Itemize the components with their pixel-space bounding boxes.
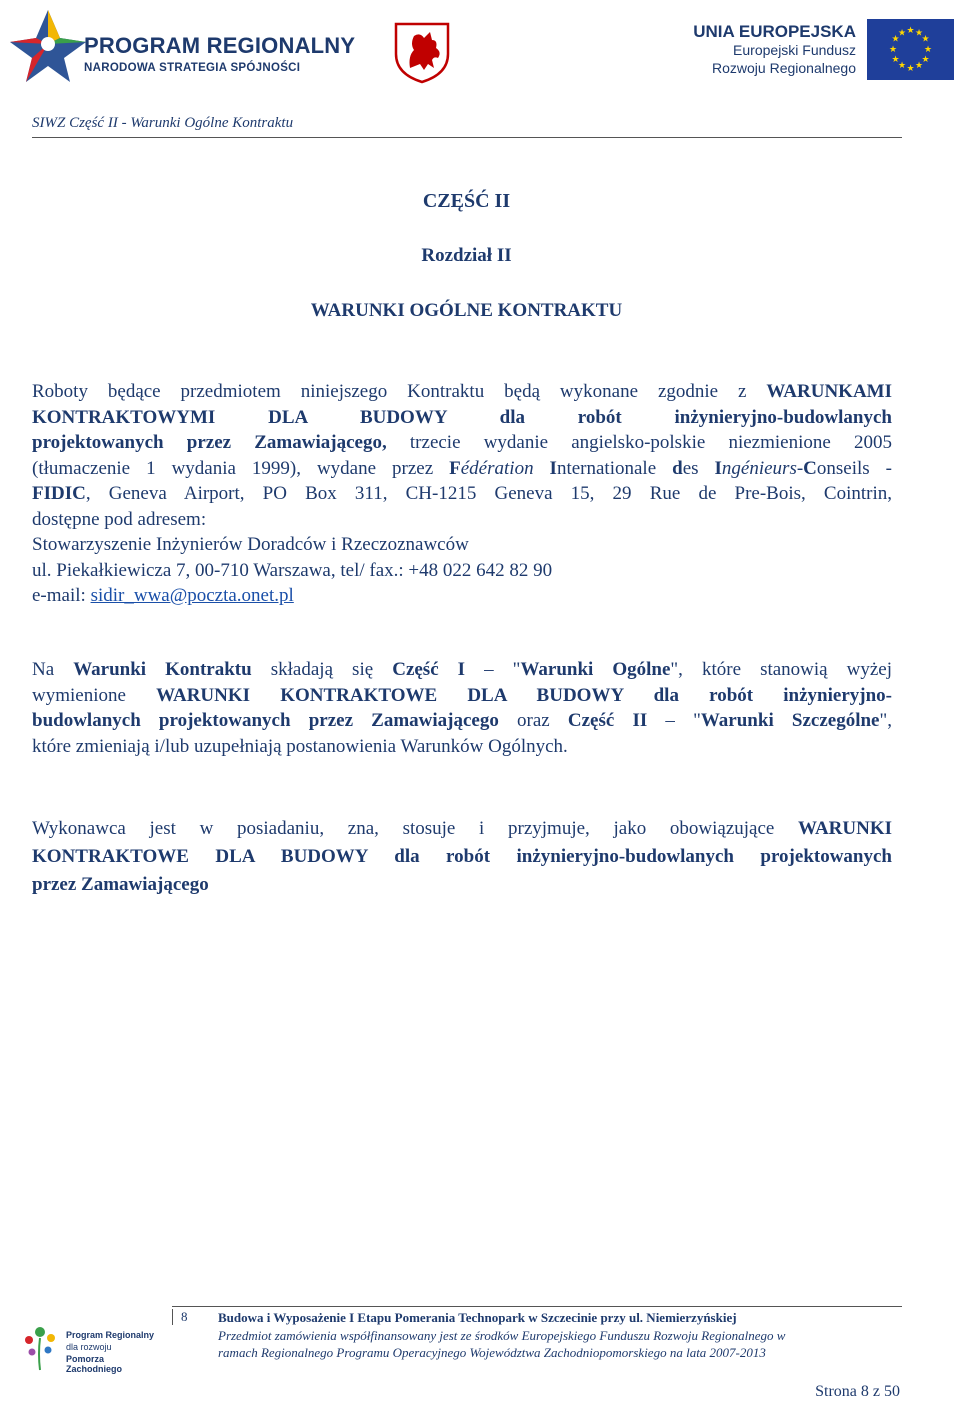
para2-line3: budowlanych projektowanych przez Zamawiającego oraz Część II – "Warunki Szczególne", [32,710,892,731]
paragraph-conditions-basis [32,379,892,609]
para1-line9: e-mail: sidir_wwa@poczta.onet.pl [32,585,294,606]
para1-line1: Roboty będące przedmiotem niniejszego Kontraktu będą wykonane zgodnie z WARUNKAMI [32,381,892,402]
svg-text:★: ★ [897,28,907,39]
svg-text:★: ★ [891,55,900,65]
svg-text:★: ★ [906,64,915,74]
para1-line8: ul. Piekałkiewicza 7, 00-710 Warszawa, tel/ fax.: +48 022 642 82 90 [32,559,553,581]
para2-line4: które zmieniają i/lub uzupełniają postanowienia Warunków Ogólnych. [32,735,568,757]
program-title: PROGRAM REGIONALNY [84,33,356,58]
para1-line7: Stowarzyszenie Inżynierów Doradców i Rzeczoznawców [32,534,469,555]
footer-page-number: 8 [172,1309,188,1325]
para1-line5: FIDIC, Geneva Airport, PO Box 311, CH-1215 Geneva 15, 29 Rue de Pre-Bois, Cointrin, [32,483,892,504]
footer-logo-line2: dla rozwoju [66,1342,112,1352]
para3-line1: Wykonawca jest w posiadaniu, zna, stosuje i przyjmuje, jako obowiązujące WARUNKI [32,818,892,839]
para1-line6: dostępne pod adresem: [32,508,207,530]
para2-line2: wymienione WARUNKI KONTRAKTOWE DLA BUDOWY dla robót inżynieryjno- [32,684,892,706]
running-header: SIWZ Część II - Warunki Ogólne Kontraktu [32,115,294,131]
footer-program-logo [18,1322,158,1372]
para1-line4: (tłumaczenie 1 wydania 1999), wydane przez Fédération Internationale des Ingénieurs-Conseils - [32,457,892,479]
paragraph-contract-parts [32,657,892,759]
para1-line3: projektowanych przez Zamawiającego, trzecie wydanie angielsko-polskie niezmienione 2005 [32,432,892,453]
program-subtitle: NARODOWA STRATEGIA SPÓJNOŚCI [84,62,301,74]
svg-text:★: ★ [914,28,924,39]
eu-flag [867,19,954,80]
part-title: CZĘŚĆ II [422,190,511,212]
footer-logo-line3: Pomorza Zachodniego [66,1354,122,1374]
eu-fund-line1: Europejski Fundusz [733,42,856,58]
email-link[interactable]: sidir_wwa@poczta.onet.pl [90,585,294,606]
svg-text:★: ★ [921,34,930,45]
header-divider [32,137,902,138]
eu-label-block [693,22,856,77]
eu-title: UNIA EUROPEJSKA [693,22,856,41]
griffin-coat-of-arms [390,20,454,84]
svg-text:★: ★ [897,61,907,71]
para1-line2: KONTRAKTOWYMI DLA BUDOWY dla robót inżynieryjno-budowlanych [32,406,892,428]
svg-text:★: ★ [888,45,898,55]
footer-project-title: Budowa i Wyposażenie I Etapu Pomerania Technopark w Szczecinie przy ul. Niemierzyńskiej [218,1310,737,1325]
eu-flag-icon [867,19,954,80]
flower-logo-icon [18,1322,62,1372]
svg-text:★: ★ [923,45,933,55]
chapter-title: Rozdział II [421,245,512,266]
footer-logo-line1: Program Regionalny [66,1330,155,1340]
footer-divider [172,1306,902,1307]
svg-text:★: ★ [906,26,915,36]
griffin-icon [390,20,454,84]
paragraph-contractor-acceptance [32,815,892,899]
para2-line1: Na Warunki Kontraktu składają się Część I – "Warunki Ogólne", które stanowią wyżej [32,659,893,680]
page-of-total: Strona 8 z 50 [815,1383,900,1400]
svg-text:★: ★ [891,34,900,45]
footer-funding-line2: ramach Regionalnego Programu Operacyjnego Województwa Zachodniopomorskiego na lata 2007-2013 [218,1345,766,1360]
para3-line2: KONTRAKTOWE DLA BUDOWY dla robót inżynieryjno-budowlanych projektowanych [32,846,892,867]
document-heading: WARUNKI OGÓLNE KONTRAKTU [310,300,623,321]
svg-text:★: ★ [914,61,924,71]
eu-fund-line2: Rozwoju Regionalnego [712,60,856,76]
para3-line3: przez Zamawiającego [32,874,209,895]
star-logo-icon [8,4,88,84]
footer-funding-line1: Przedmiot zamówienia współfinansowany jest ze środków Europejskiego Funduszu Rozwoju Regionalnego w [218,1328,786,1343]
svg-text:★: ★ [921,55,930,65]
